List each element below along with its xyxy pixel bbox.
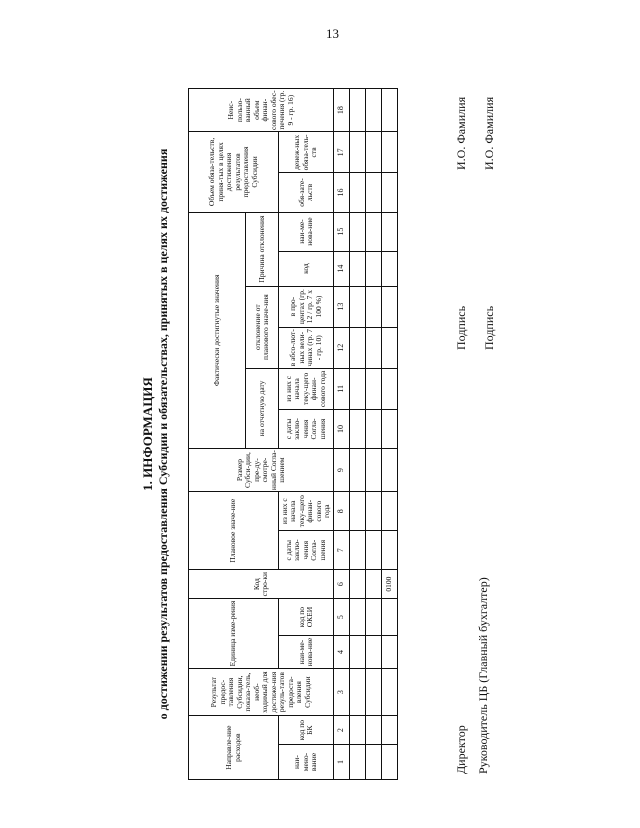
signature-label-1: Подпись: [454, 305, 468, 350]
header-subsidy-size: Размер Субси-дии, пре-ду-смотре-нный Согла-шением: [189, 448, 334, 491]
column-number: 18: [334, 89, 350, 132]
header-unused: Неис-пользо-ванный объем финан-сового обес-печения (гр. 9 - гр. 16): [189, 89, 334, 132]
header-actual-from-agreement: с даты заклю-чения Согла-шения: [279, 409, 334, 448]
director-label: Директор: [454, 725, 468, 774]
results-table: [188, 88, 398, 780]
column-number: 2: [334, 716, 350, 745]
column-number: 5: [334, 599, 350, 636]
rotated-report: [132, 78, 504, 790]
header-unit-name: наи-ме-нова-ние: [279, 636, 334, 669]
chief-accountant-label: Руководитель ЦБ (Главный бухгалтер): [476, 577, 490, 774]
header-bk-code: код по БК: [279, 716, 334, 745]
page-number: 13: [326, 26, 339, 41]
column-number: 17: [334, 132, 350, 173]
column-number: 11: [334, 368, 350, 409]
column-number: 13: [334, 286, 350, 327]
header-name: наи-мено-вание: [279, 745, 334, 780]
chief-accountant-name: И.О. Фамилия: [482, 96, 496, 170]
header-planned-from-year: из них с начала теку-щего финан-сового года: [279, 492, 334, 531]
report-subtitle: о достижении результатов предоставления Субсидии и обязательствах, принятых в целях их достижения: [156, 148, 170, 720]
header-planned: Плановое значе-ние: [189, 492, 279, 570]
header-on-date: на отчетную дату: [246, 368, 279, 448]
column-number: 10: [334, 409, 350, 448]
table-row: [350, 89, 366, 780]
column-number: 8: [334, 492, 350, 531]
table-total-row: [382, 89, 398, 780]
header-reasons: Причина отклонения: [246, 212, 279, 286]
header-actual: Фактически достигнутые значения: [189, 212, 246, 448]
header-reason-code: код: [279, 251, 334, 286]
column-number: 7: [334, 531, 350, 570]
header-reason-name: наи-ме-нова-ние: [279, 212, 334, 251]
column-number: 12: [334, 327, 350, 368]
column-number: 3: [334, 668, 350, 715]
signature-label-2: Подпись: [482, 305, 496, 350]
director-name: И.О. Фамилия: [454, 96, 468, 170]
header-direction: Направле-ние расходов: [189, 716, 279, 780]
column-number: 6: [334, 570, 350, 599]
header-obligations-total: обя-зате-льств: [279, 173, 334, 212]
column-number: 15: [334, 212, 350, 251]
column-numbers-row: [334, 89, 350, 780]
header-planned-from-agreement: с даты заклю-чения Согла-шения: [279, 531, 334, 570]
total-line-code: 0100: [382, 570, 398, 599]
column-number: 1: [334, 745, 350, 780]
table-row: [366, 89, 382, 780]
column-number: 9: [334, 448, 350, 491]
column-number: 4: [334, 636, 350, 669]
header-monetary: денеж-ных обяза-тель-ств: [279, 132, 334, 173]
column-number: 16: [334, 173, 350, 212]
header-unit: Единица изме-рения: [189, 599, 279, 669]
header-absolute: в абсо-лют-ных вели-чинах (гр. 7 - гр. 10): [279, 327, 334, 368]
header-percent: в про-центах (гр. 12 / гр. 7 x 100 %): [279, 286, 334, 327]
header-deviation: отклонение от планового значе-ния: [246, 286, 279, 368]
header-okei-code: код по ОКЕИ: [279, 599, 334, 636]
column-number: 14: [334, 251, 350, 286]
header-obligations: Объем обяза-тельств, приня-тых в целях достижения результатов предоставления Субсидии: [189, 132, 279, 212]
header-actual-from-year: из них с начала теку-щего финан-сового года: [279, 368, 334, 409]
header-line-code: Код стро-ки: [189, 570, 334, 599]
header-result: Результат предос-тавления Субсидии, показа-тель, необ-ходимый для достиже-ния резуль-татов предоста-вления Субсидии: [189, 668, 334, 715]
report-title: 1. ИНФОРМАЦИЯ: [140, 377, 155, 491]
